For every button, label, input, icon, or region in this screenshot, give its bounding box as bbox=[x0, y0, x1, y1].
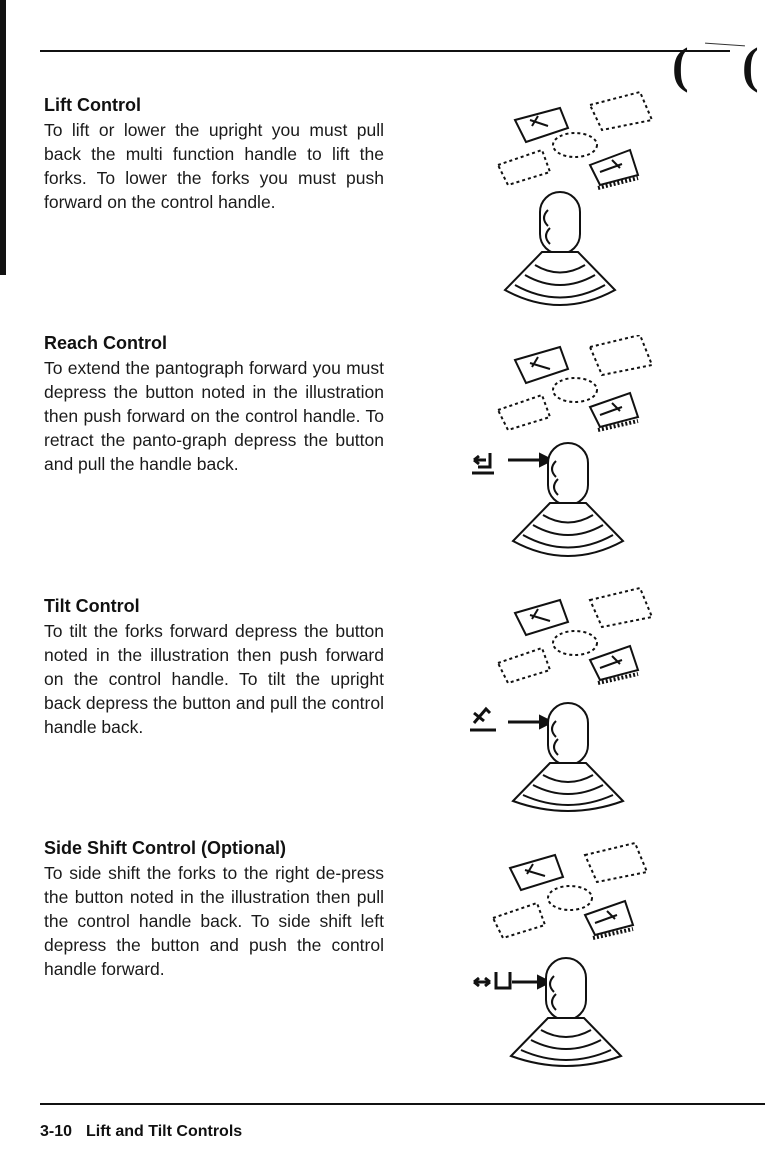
section-title: Lift Control bbox=[44, 95, 141, 115]
margin-bracket-mark: ( bbox=[672, 37, 689, 93]
section-side-shift-control bbox=[44, 836, 384, 981]
joystick-lift-icon bbox=[470, 80, 670, 320]
section-body: To tilt the forks forward depress the button noted in the illustration then push forward on the control handle. To tilt the upright back depress the button and pull the control handle back. bbox=[44, 621, 384, 737]
section-body: To lift or lower the upright you must pull back the multi function handle to lift the forks. To lower the forks you must push forward on the control handle. bbox=[44, 120, 384, 212]
section-tilt-control bbox=[44, 594, 384, 739]
top-rule-fragment bbox=[705, 43, 745, 47]
section-reach-control bbox=[44, 331, 384, 476]
page-number: 3-10 bbox=[40, 1123, 73, 1140]
section-body: To extend the pantograph forward you must depress the button noted in the illustration then push forward on the control handle. To retract the panto-graph depress the button and pull the handle back. bbox=[44, 358, 384, 474]
page-edge-bar bbox=[0, 0, 6, 275]
joystick-reach-icon bbox=[460, 335, 660, 575]
margin-bracket-mark: ( bbox=[742, 37, 759, 93]
section-title: Reach Control bbox=[44, 333, 168, 353]
bottom-rule bbox=[40, 1103, 765, 1105]
joystick-side-shift-icon bbox=[460, 840, 660, 1080]
chapter-title: Lift and Tilt Controls bbox=[86, 1123, 243, 1140]
joystick-tilt-icon bbox=[460, 585, 660, 825]
page-footer bbox=[40, 1123, 256, 1141]
section-title: Tilt Control bbox=[44, 596, 140, 616]
section-body: To side shift the forks to the right de-press the button noted in the illustration then pull the control handle back. To side shift left depress the button and push the control handle forward. bbox=[44, 863, 384, 979]
section-title: Side Shift Control (Optional) bbox=[44, 838, 286, 858]
section-lift-control bbox=[44, 93, 384, 214]
top-rule bbox=[40, 50, 730, 52]
